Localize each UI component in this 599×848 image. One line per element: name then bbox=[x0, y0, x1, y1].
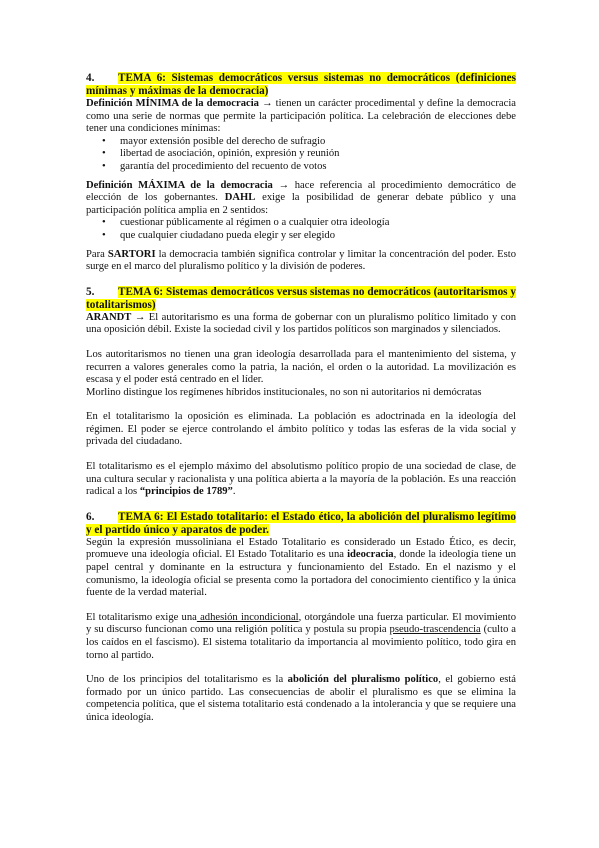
abolicion-pluralismo-term: abolición del pluralismo político bbox=[287, 674, 439, 686]
arandt-paragraph bbox=[86, 312, 516, 337]
list-item-text: libertad de asociación, opinión, expresión y reunión bbox=[120, 148, 340, 160]
definicion-minima-text: → tienen un carácter procedimental y define la democracia como una serie de normas que permite la participación política. La celebración de elecciones debe tener una condiciones mínimas: bbox=[86, 98, 516, 135]
section-6-heading bbox=[86, 511, 516, 537]
bullet-icon: • bbox=[102, 135, 106, 147]
section-4-heading bbox=[86, 72, 516, 98]
estado-etico-text-2: , donde la ideología tiene un papel central y dominante en la estructura y funcionamiento del Estado. En el nazismo y el comunismo, la ideología oficial se presenta como la portadora del conocimiento científico y la única fuente de la verdad material. bbox=[86, 549, 516, 599]
arandt-text: → El autoritarismo es una forma de gobernar con un pluralismo político limitado y con una oposición débil. Existe la sociedad civil y los partidos políticos son marginados y silenciados. bbox=[86, 311, 516, 336]
list-item bbox=[86, 230, 516, 243]
sartori-paragraph bbox=[86, 249, 516, 274]
bullet-icon: • bbox=[102, 229, 106, 241]
document-body bbox=[86, 72, 516, 725]
list-item-text: que cualquier ciudadano pueda elegir y ser elegido bbox=[120, 229, 336, 241]
definicion-minima-label: Definición MÍNIMA de la democracia bbox=[86, 98, 259, 109]
absolutismo-paragraph bbox=[86, 461, 516, 499]
list-item bbox=[86, 217, 516, 230]
list-item-text: garantía del procedimiento del recuento de votos bbox=[120, 160, 327, 172]
definicion-maxima-label: Definición MÁXIMA de la democracia bbox=[86, 179, 273, 191]
ideocracia-term: ideocracia bbox=[347, 549, 394, 561]
sartori-prefix: Para bbox=[86, 248, 108, 260]
bullet-icon: • bbox=[102, 217, 106, 229]
list-item bbox=[86, 148, 516, 161]
adhesion-paragraph bbox=[86, 612, 516, 662]
list-item-text: mayor extensión posible del derecho de sufragio bbox=[120, 135, 326, 147]
adhesion-term: adhesión incondicional bbox=[196, 611, 299, 623]
adhesion-text: El totalitarismo exige una bbox=[86, 611, 197, 623]
list-item bbox=[86, 161, 516, 174]
absolutismo-text: El totalitarismo es el ejemplo máximo del absolutismo político propio de una sociedad de clase, de una cultura secular y racionalista y una política abierta a la mayoría de la población. Es una reacción radical a los bbox=[86, 461, 516, 498]
sartori-name: SARTORI bbox=[107, 248, 156, 260]
principios-1789: “principios de 1789” bbox=[139, 486, 233, 498]
dahl-senses-list bbox=[86, 217, 516, 242]
section-number: 5. bbox=[86, 285, 95, 298]
minimal-conditions-list bbox=[86, 136, 516, 174]
list-item bbox=[86, 136, 516, 149]
section-number: 4. bbox=[86, 72, 95, 84]
section-title: TEMA 6: Sistemas democráticos versus sistemas no democráticos (definiciones mínimas y máximas de la democracia) bbox=[86, 72, 516, 97]
bullet-icon: • bbox=[102, 148, 106, 160]
pluralismo-paragraph bbox=[86, 674, 516, 724]
adhesion-text-2: , otorgándole una fuerza particular. El movimiento y su discurso funcionan como una religión política y postula su propia bbox=[86, 611, 516, 636]
estado-etico-paragraph bbox=[86, 537, 516, 600]
sentence-end: . bbox=[232, 486, 236, 498]
pluralismo-text: Uno de los principios del totalitarismo es la bbox=[86, 674, 288, 686]
bullet-icon: • bbox=[102, 160, 106, 172]
dahl-name: DAHL bbox=[224, 192, 256, 204]
arandt-name: ARANDT bbox=[86, 311, 132, 323]
pseudo-trascendencia-term: pseudo-trascendencia bbox=[389, 624, 481, 636]
morlino-paragraph: Morlino distingue los regímenes híbridos institucionales, no son ni autoritarios ni demócratas bbox=[86, 386, 482, 398]
section-number: 6. bbox=[86, 510, 95, 523]
dahl-text: exige la posibilidad de generar debate público y una participación política amplia en 2 sentidos: bbox=[86, 192, 516, 216]
estado-etico-text: Según la expresión mussoliniana el Estado Totalitario es considerado un Estado Ético, es decir, promueve una ideología oficial. El Estado Totalitario es una bbox=[86, 536, 516, 561]
pluralismo-text-2: , el gobierno está formado por un único partido. Las consecuencias de abolir el pluralismo es que se elimina la competencia política, que el sistema totalitario está condenado a la intolerancia y que se requiere una única ideología. bbox=[86, 674, 517, 723]
list-item-text: cuestionar públicamente al régimen o a cualquier otra ideología bbox=[120, 217, 390, 229]
definicion-minima-paragraph bbox=[86, 98, 516, 136]
definicion-maxima-paragraph bbox=[86, 180, 516, 218]
sartori-text: la democracia también significa controlar y limitar la concentración del poder. Esto surge en el marco del pluralismo político y la división de poderes. bbox=[86, 248, 516, 273]
autoritarismos-paragraph: Los autoritarismos no tienen una gran ideología desarrollada para el mantenimiento del sistema, y recurren a valores generales como la patria, la nación, el orden o la autoridad. La movilización es escasa y el poder está centrado en el líder. bbox=[86, 348, 516, 386]
section-title: TEMA 6: El Estado totalitario: el Estado ético, la abolición del pluralismo legítimo y el partido único y aparatos de poder. bbox=[86, 510, 516, 536]
adhesion-text-3: (culto a los caídos en el fascismo). El sistema totalitario da importancia al movimiento político, todo gira en torno al partido. bbox=[86, 624, 516, 661]
totalitarismo-paragraph: En el totalitarismo la oposición es eliminada. La población es adoctrinada en la ideología del régimen. El poder se ejerce controlando el ámbito político y todas las esferas de la vida social y privada del ciudadano. bbox=[86, 411, 516, 448]
section-title: TEMA 6: Sistemas democráticos versus sistemas no democráticos (autoritarismos y totalitarismos) bbox=[86, 285, 516, 311]
definicion-maxima-text: → hace referencia al procedimiento democrático de elección de los gobernantes. bbox=[86, 179, 516, 204]
section-5-heading bbox=[86, 286, 516, 312]
